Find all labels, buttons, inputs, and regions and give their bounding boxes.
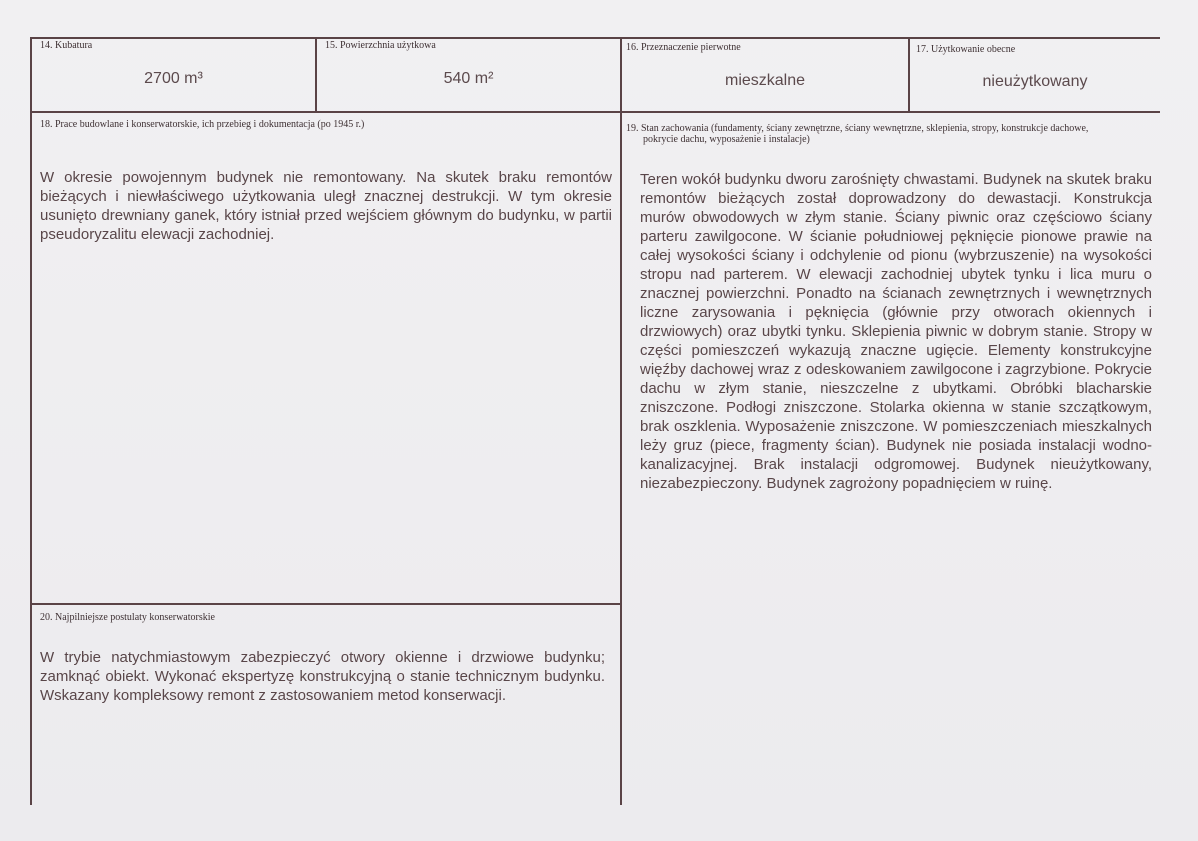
row2-rule <box>30 603 620 605</box>
postulaty-text: W trybie natychmiastowym zabezpieczyć otwory okienne i drzwiowe budynku; zamknąć obiekt. Wykonać ekspertyzę konstrukcyjną o stanie technicznym budynku. Wskazany kompleksowy remont z zastosowaniem metod konserwacji. <box>40 649 605 704</box>
powierzchnia-label: 15. Powierzchnia użytkowa <box>325 40 436 51</box>
stan-label-line1: 19. Stan zachowania (fundamenty, ściany zewnętrzne, ściany wewnętrzne, sklepienia, stropy, konstrukcje dachowe, <box>626 123 1089 134</box>
przeznaczenie-label: 16. Przeznaczenie pierwotne <box>626 42 741 53</box>
stan-label-line2: pokrycie dachu, wyposażenie i instalacje) <box>643 134 810 145</box>
uzytkowanie-label: 17. Użytkowanie obecne <box>916 44 1016 55</box>
top-rule <box>30 37 1160 39</box>
kubatura-label: 14. Kubatura <box>40 40 93 51</box>
powierzchnia-value: 540 m² <box>443 70 494 87</box>
przeznaczenie-value: mieszkalne <box>724 72 806 89</box>
prace-label: 18. Prace budowlane i konserwatorskie, ich przebieg i dokumentacja (po 1945 r.) <box>40 119 365 130</box>
uzytkowanie-value: nieużytkowany <box>982 73 1088 90</box>
postulaty-label: 20. Najpilniejsze postulaty konserwatorskie <box>40 612 215 623</box>
stan-text: Teren wokół budynku dworu zarośnięty chwastami. Budynek na skutek braku remontów bieżących został doprowadzony do dewastacji. Konstrukcja murów obwodowych w złym stanie. Ściany piwnic oraz częściowo ściany parteru zawilgocone. W ścianie południowej pęknięcie pionowe prawie na całej wysokości ściany i odchylenie od pionu (wybrzuszenie) na wysokości stropu nad parterem. W elewacji zachodniej ubytek tynku i lica muru o znacznej powierzchni. Ponadto na ścianach zewnętrznych i wewnętrznych liczne zarysowania i pęknięcia (głównie przy otworach okiennych i drzwiowych) oraz ubytki tynku. Sklepienia piwnic w dobrym stanie. Stropy w części pomieszczeń wykazują znaczne ugięcie. Elementy konstrukcyjne więźby dachowej wraz z odeskowaniem zawilgocone i zagrzybione. Pokrycie dachu w złym stanie, nieszczelne z ubytkami. Obróbki blacharskie zniszczone. Podłogi zniszczone. Stolarka okienna w stanie szczątkowym, brak oszklenia. Wyposażenie zniszczone. W pomieszczeniach mieszkalnych leży gruz (piece, fragmenty ścian). Budynek nie posiada instalacji wodno-kanalizacyjnej. Brak instalacji odgromowej. Budynek nieużytkowany, niezabezpieczony. Budynek zagrożony popadnięciem w ruinę. <box>640 171 1152 492</box>
divider-center <box>620 37 622 805</box>
row1-rule <box>30 111 1160 113</box>
left-border <box>30 37 32 805</box>
prace-text: W okresie powojennym budynek nie remontowany. Na skutek braku remontów bieżących i niewłaściwego użytkowania uległ znacznej destrukcji. W tym okresie usunięto drewniany ganek, który istniał przed wejściem głównym do budynku, w partii pseudoryzalitu elewacji zachodniej. <box>40 169 612 243</box>
kubatura-value: 2700 m³ <box>144 70 203 87</box>
